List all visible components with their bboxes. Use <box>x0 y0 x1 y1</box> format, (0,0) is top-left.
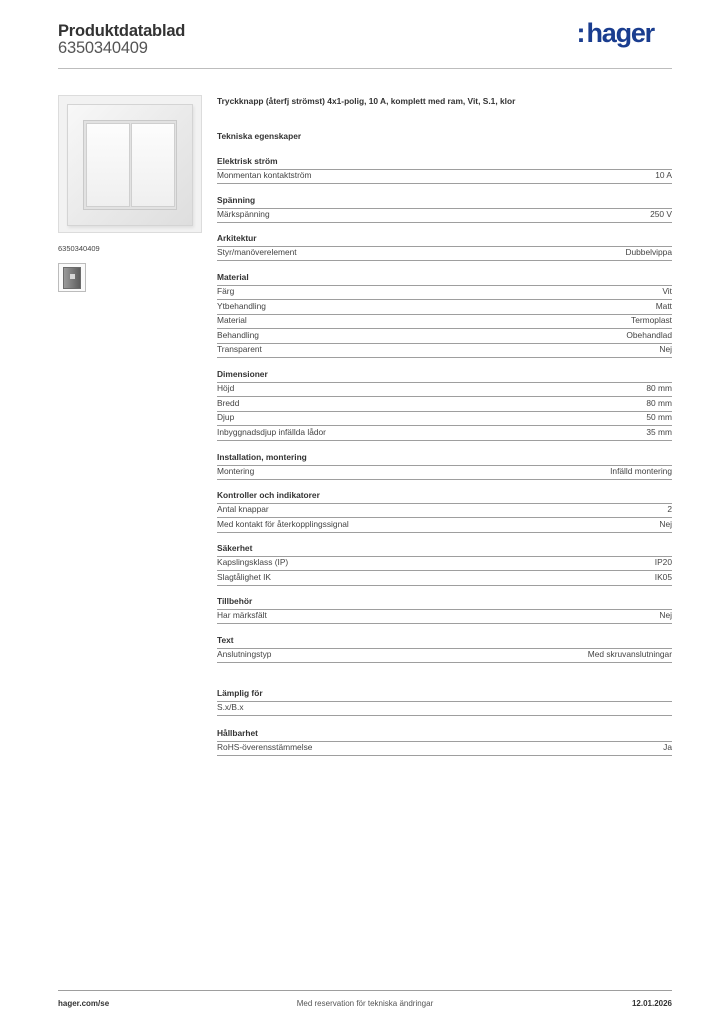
rocker-right <box>131 123 175 207</box>
product-thumbnail[interactable] <box>58 263 86 292</box>
spec-row <box>217 609 672 624</box>
section-heading: Hållbarhet <box>217 728 672 742</box>
logo-colon-icon: : <box>576 18 586 48</box>
footer-disclaimer: Med reservation för tekniska ändringar <box>296 999 434 1008</box>
spec-value: Ja <box>663 742 672 752</box>
spec-row <box>217 382 672 397</box>
spec-value: Nej <box>659 610 672 620</box>
spec-label: Montering <box>217 466 255 476</box>
page-footer <box>58 990 672 1012</box>
switch-frame <box>67 104 193 226</box>
spec-row <box>217 329 672 344</box>
spec-label: Har märksfält <box>217 610 267 620</box>
spec-value: 2 <box>667 504 672 514</box>
tech-heading: Tekniska egenskaper <box>217 131 302 141</box>
section-heading: Material <box>217 272 672 286</box>
spec-value: 80 mm <box>646 383 672 393</box>
spec-value: IP20 <box>654 557 672 567</box>
spec-value: Nej <box>659 518 672 529</box>
spec-value: Vit <box>662 286 672 296</box>
section-heading: Spänning <box>217 195 672 209</box>
spec-value: 50 mm <box>646 412 672 423</box>
spec-row <box>217 518 672 533</box>
spec-row <box>217 571 672 586</box>
spec-label: Material <box>217 315 247 326</box>
spec-row <box>217 300 672 315</box>
spec-value: 80 mm <box>646 397 672 408</box>
spec-row <box>217 411 672 426</box>
spec-label: Djup <box>217 412 235 423</box>
spec-value: Med skruvanslutningar <box>587 649 672 659</box>
section-heading: Arkitektur <box>217 233 672 247</box>
footer-date: 12.01.2026 <box>631 999 672 1008</box>
section-heading: Elektrisk ström <box>217 156 672 170</box>
spec-value: Nej <box>659 344 672 355</box>
section-heading: Lämplig för <box>217 688 672 702</box>
spec-value: Matt <box>655 300 672 311</box>
page-header <box>58 20 672 69</box>
spec-row <box>217 556 672 571</box>
spec-label: Transparent <box>217 344 262 355</box>
hager-logo <box>576 18 654 49</box>
spec-label: Behandling <box>217 329 259 340</box>
section-heading: Installation, montering <box>217 452 672 466</box>
spec-value: Obehandlad <box>626 329 672 340</box>
spec-value: 35 mm <box>646 426 672 437</box>
spec-value: IK05 <box>654 571 672 582</box>
spec-label: S.x/B.x <box>217 702 244 712</box>
spec-value: Termoplast <box>631 315 672 326</box>
spec-label: Anslutningstyp <box>217 649 272 659</box>
rocker-left <box>86 123 130 207</box>
spec-label: Inbyggnadsdjup infällda lådor <box>217 426 326 437</box>
spec-value: 250 V <box>650 209 672 219</box>
spec-label: Bredd <box>217 397 240 408</box>
image-caption: 6350340409 <box>58 244 100 253</box>
section-heading: Säkerhet <box>217 543 672 557</box>
spec-label: Med kontakt för återkopplingssignal <box>217 518 349 529</box>
document-number: 6350340409 <box>58 39 148 57</box>
spec-row <box>217 314 672 329</box>
document-title: Produktdatablad <box>58 22 186 40</box>
spec-row <box>217 169 672 184</box>
spec-row <box>217 465 672 480</box>
spec-label: Ytbehandling <box>217 300 266 311</box>
footer-website[interactable]: hager.com/se <box>58 999 110 1008</box>
spec-label: Färg <box>217 286 235 296</box>
spec-label: Monmentan kontaktström <box>217 170 312 180</box>
product-image <box>58 95 202 233</box>
spec-row <box>217 285 672 300</box>
spec-row <box>217 246 672 261</box>
spec-label: Kapslingsklass (IP) <box>217 557 289 567</box>
spec-value: 10 A <box>655 170 672 180</box>
section-heading: Kontroller och indikatorer <box>217 490 672 504</box>
section-heading: Dimensioner <box>217 369 672 383</box>
spec-row <box>217 701 672 716</box>
product-title: Tryckknapp (återfj strömst) 4x1-polig, 10 A, komplett med ram, Vit, S.1, klor <box>217 96 516 106</box>
spec-label: Antal knappar <box>217 504 269 514</box>
spec-row <box>217 208 672 223</box>
logo-text: hager <box>586 18 654 48</box>
spec-row <box>217 648 672 663</box>
spec-row <box>217 343 672 358</box>
spec-label: Höjd <box>217 383 235 393</box>
spec-label: Slagtålighet IK <box>217 571 272 582</box>
section-heading: Text <box>217 635 672 649</box>
spec-row <box>217 426 672 441</box>
spec-value: Infälld montering <box>610 466 672 476</box>
spec-row <box>217 397 672 412</box>
spec-label: Styr/manöverelement <box>217 247 297 257</box>
rocker-area <box>83 120 177 210</box>
section-heading: Tillbehör <box>217 596 672 610</box>
spec-value: Dubbelvippa <box>625 247 672 257</box>
spec-row <box>217 741 672 756</box>
spec-row <box>217 503 672 518</box>
spec-label: RoHS-överensstämmelse <box>217 742 313 752</box>
thumbnail-image <box>63 267 81 289</box>
spec-label: Märkspänning <box>217 209 270 219</box>
